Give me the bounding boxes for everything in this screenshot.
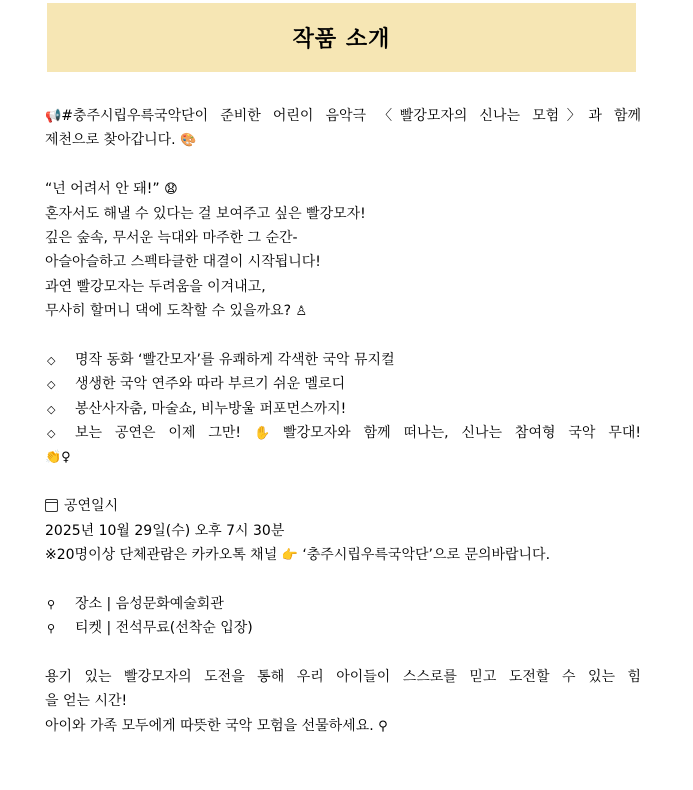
bullet-wrap-icons xyxy=(45,445,641,469)
bullet-item xyxy=(45,372,641,396)
bullet-text: 명작 동화 ‘빨간모자’를 유쾌하게 각색한 국악 뮤지컬 xyxy=(75,351,395,368)
pawn-icon: ♙ xyxy=(295,304,308,320)
diamond-bullet-icon: ◇ xyxy=(47,353,56,367)
pin-icon: ⚲ xyxy=(47,597,56,611)
venue-text: 장소 | 음성문화예술회관 xyxy=(75,595,224,612)
pin-icon: ⚲ xyxy=(47,622,56,636)
intro-line-2 xyxy=(45,128,641,152)
clapping-icon: 👏♀ xyxy=(45,450,71,466)
closing-text-3: 아이와 가족 모두에게 따뜻한 국악 모험을 선물하세요. xyxy=(45,717,374,734)
note-text: ※20명이상 단체관람은 카카오톡 채널 xyxy=(45,547,278,564)
story-last-line xyxy=(45,299,641,323)
story-line: 아슬아슬하고 스펙타클한 대결이 시작됩니다! xyxy=(45,254,321,271)
intro-text-1: #충주시립우륵국악단이 준비한 어린이 음악극 〈빨강모자의 신나는 모험〉과 함께 xyxy=(61,108,641,124)
diamond-bullet-icon: ◇ xyxy=(47,402,56,416)
bullet-item xyxy=(45,348,641,372)
closing-line-3 xyxy=(45,714,641,738)
story-quote xyxy=(45,177,641,201)
closing-line-2: 을 얻는 시간! xyxy=(45,693,128,710)
diamond-bullet-icon: ◇ xyxy=(47,427,56,441)
title-banner xyxy=(47,3,636,72)
page-title: 작품 소개 xyxy=(292,27,391,52)
bullet-text: 빨강모자와 함께 떠나는, 신나는 참여형 국악 무대! xyxy=(283,425,641,442)
calendar-icon xyxy=(45,499,58,512)
ticket-text: 티켓 | 전석무료(선착순 입장) xyxy=(75,620,253,637)
schedule-heading-line xyxy=(45,494,641,518)
bullet-text: 생생한 국악 연주와 따라 부르기 쉬운 멜로디 xyxy=(75,376,346,393)
bullet-text: 보는 공연은 이제 그만! xyxy=(75,425,242,442)
story-last-text: 무사히 할머니 댁에 도착할 수 있을까요? xyxy=(45,303,292,320)
story-line: 과연 빨강모자는 두려움을 이겨내고, xyxy=(45,278,266,295)
note-text: ‘충주시립우륵국악단’으로 문의바랍니다. xyxy=(302,547,551,564)
closing-line-1: 용기 있는 빨강모자의 도전을 통해 우리 아이들이 스스로를 믿고 도전할 수 있는 힘 xyxy=(45,668,641,685)
palette-icon: 🎨 xyxy=(180,133,197,149)
bullet-item-last xyxy=(45,421,641,445)
raised-hand-icon: ✋ xyxy=(253,426,271,442)
worried-face-icon: 😧 xyxy=(164,182,178,198)
diamond-bullet-icon: ◇ xyxy=(47,378,56,392)
pointing-hand-icon: 👉 xyxy=(281,548,298,564)
document-body xyxy=(45,104,641,738)
schedule-heading: 공연일시 xyxy=(64,498,119,515)
pin-icon: ⚲ xyxy=(378,718,388,734)
story-line: 혼자서도 해낼 수 있다는 걸 보여주고 싶은 빨강모자! xyxy=(45,205,366,222)
venue-line xyxy=(45,592,641,616)
bullet-item xyxy=(45,397,641,421)
bullet-text: 봉산사자춤, 마술쇼, 비누방울 퍼포먼스까지! xyxy=(75,400,347,417)
schedule-note xyxy=(45,543,641,567)
ticket-line xyxy=(45,616,641,640)
intro-text-2: 제천으로 찾아갑니다. xyxy=(45,132,176,149)
quote-text: “넌 어려서 안 돼!” xyxy=(45,181,160,198)
intro-line-1 xyxy=(45,104,641,128)
schedule-date: 2025년 10월 29일(수) 오후 7시 30분 xyxy=(45,522,285,539)
megaphone-icon: 📢 xyxy=(45,109,62,124)
story-line: 깊은 숲속, 무서운 늑대와 마주한 그 순간- xyxy=(45,229,298,246)
